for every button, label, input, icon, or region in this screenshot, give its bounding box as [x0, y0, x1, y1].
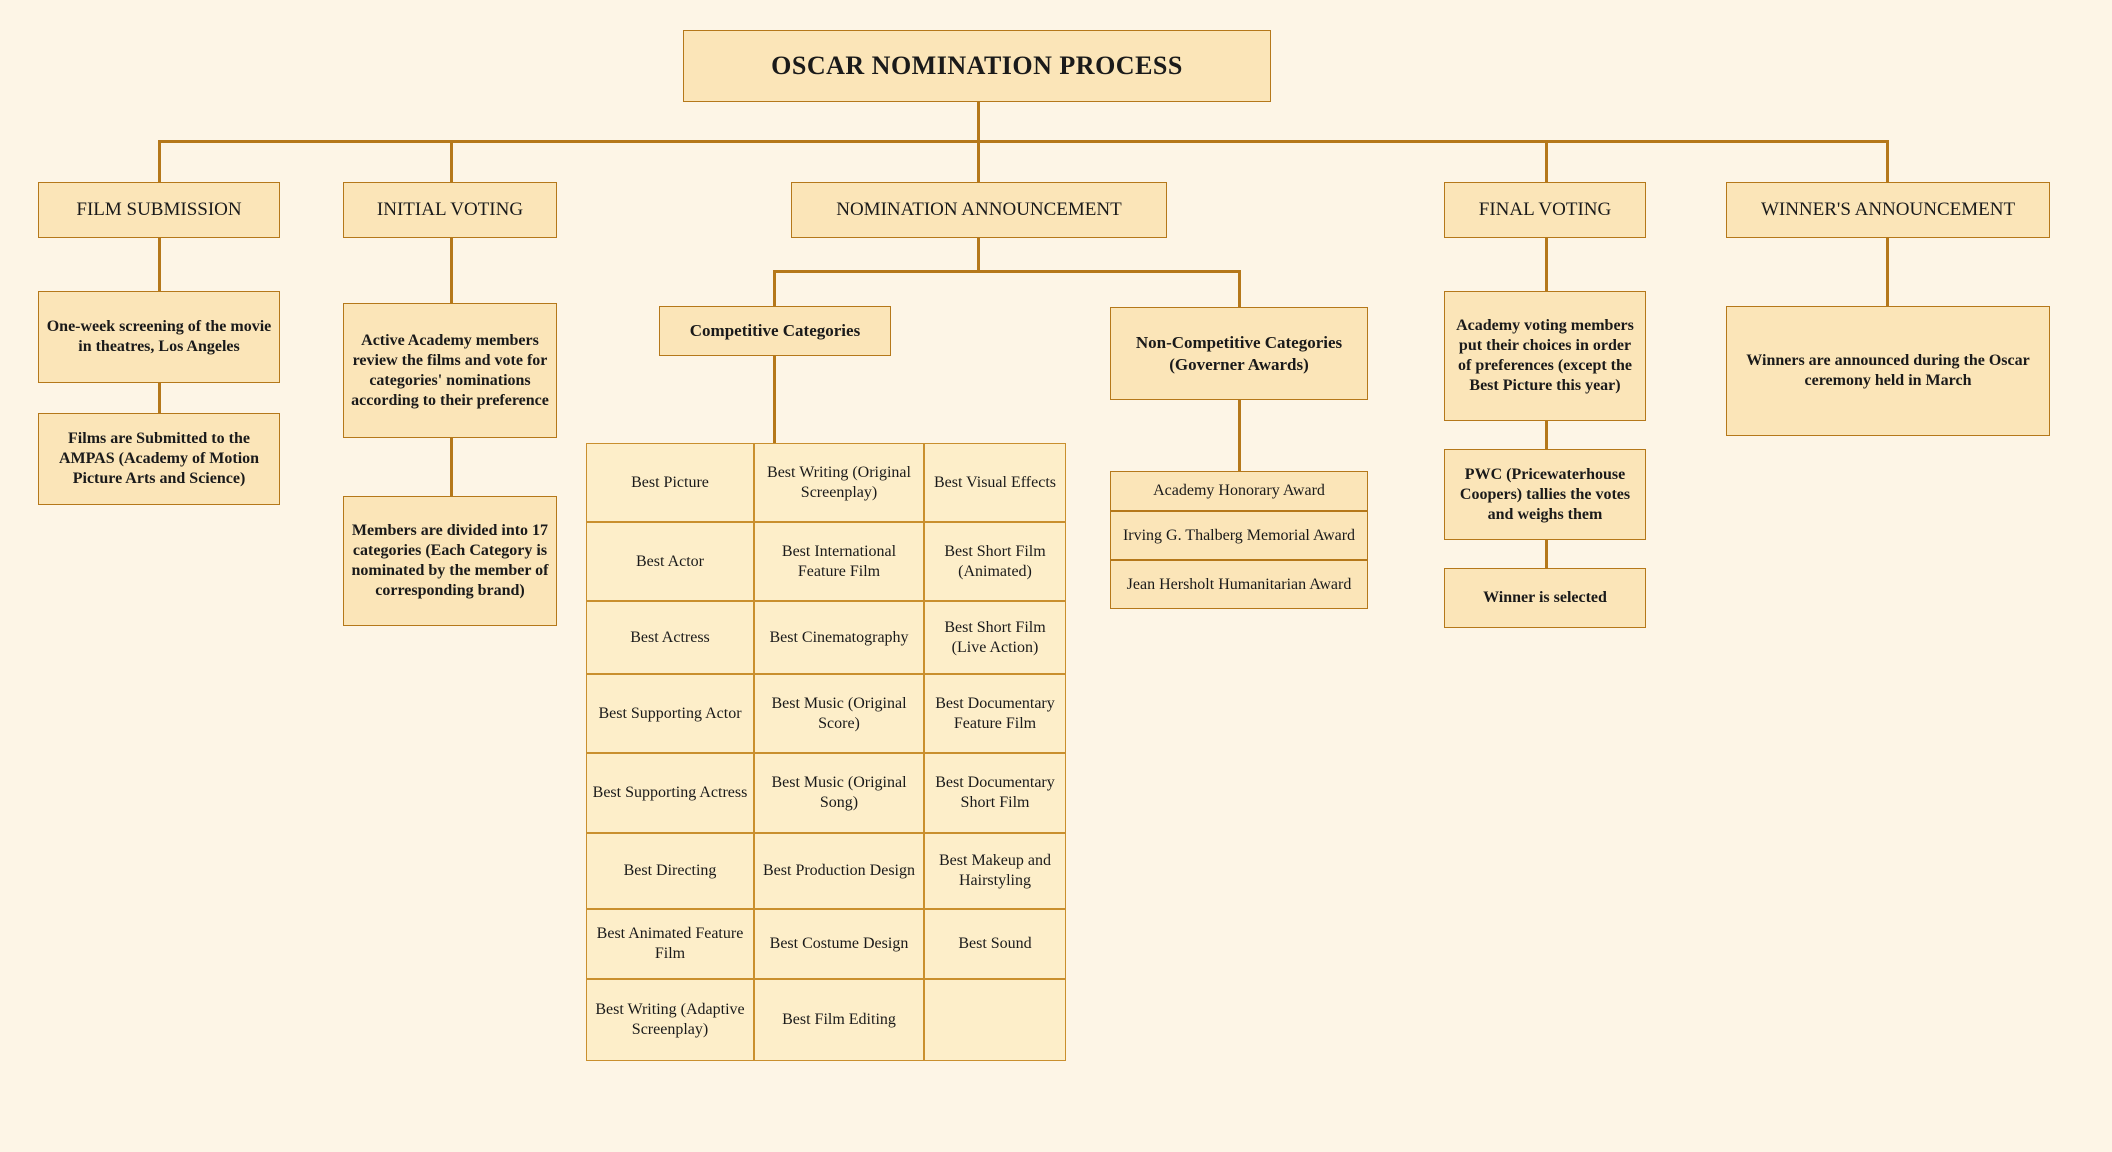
connector-iv-2 — [450, 437, 453, 497]
table-cell: Best Actress — [586, 601, 754, 674]
table-cell: Best Directing — [586, 833, 754, 909]
branch-non-competitive-categories[interactable]: Non-Competitive Categories (Governer Awards) — [1110, 307, 1368, 400]
connector-fv-2 — [1545, 421, 1548, 449]
phase-film-submission[interactable]: FILM SUBMISSION — [38, 182, 280, 238]
table-cell: Best Supporting Actress — [586, 753, 754, 833]
table-cell: Best Visual Effects — [924, 443, 1066, 522]
table-cell: Best Makeup and Hairstyling — [924, 833, 1066, 909]
final-voting-step-3: Winner is selected — [1444, 568, 1646, 628]
table-cell: Best Actor — [586, 522, 754, 601]
final-voting-step-1: Academy voting members put their choices in order of preferences (except the Best Picture this year) — [1444, 291, 1646, 421]
table-cell: Best Short Film (Animated) — [924, 522, 1066, 601]
film-submission-step-2: Films are Submitted to the AMPAS (Academy of Motion Picture Arts and Science) — [38, 413, 280, 505]
table-cell: Best Sound — [924, 909, 1066, 979]
connector-title-down — [977, 101, 980, 141]
non-competitive-item-1: Academy Honorary Award — [1110, 471, 1368, 511]
connector-wa-1 — [1886, 237, 1889, 307]
table-cell: Best Writing (Adaptive Screenplay) — [586, 979, 754, 1061]
table-cell: Best Documentary Feature Film — [924, 674, 1066, 753]
connector-fv-1 — [1545, 237, 1548, 292]
branch-competitive-categories[interactable]: Competitive Categories — [659, 306, 891, 356]
non-competitive-item-3: Jean Hersholt Humanitarian Award — [1110, 560, 1368, 609]
connector-to-initial-voting — [450, 140, 453, 182]
connector-na-left — [773, 270, 776, 307]
diagram-title: OSCAR NOMINATION PROCESS — [683, 30, 1271, 102]
connector-na-down — [977, 237, 980, 272]
connector-iv-1 — [450, 237, 453, 304]
connector-phase-bus — [158, 140, 1888, 143]
initial-voting-step-1: Active Academy members review the films and vote for categories' nominations according to their preference — [343, 303, 557, 438]
table-cell: Best Animated Feature Film — [586, 909, 754, 979]
table-cell — [924, 979, 1066, 1061]
connector-to-winners — [1886, 140, 1889, 182]
table-cell: Best Costume Design — [754, 909, 924, 979]
non-competitive-item-2: Irving G. Thalberg Memorial Award — [1110, 511, 1368, 560]
connector-noncompetitive-to-list — [1238, 400, 1241, 472]
table-cell: Best Writing (Original Screenplay) — [754, 443, 924, 522]
final-voting-step-2: PWC (Pricewaterhouse Coopers) tallies the votes and weighs them — [1444, 449, 1646, 540]
table-cell: Best Production Design — [754, 833, 924, 909]
table-cell: Best Short Film (Live Action) — [924, 601, 1066, 674]
connector-fs-2 — [158, 382, 161, 414]
winners-announcement-step-1: Winners are announced during the Oscar ceremony held in March — [1726, 306, 2050, 436]
phase-nomination-announcement[interactable]: NOMINATION ANNOUNCEMENT — [791, 182, 1167, 238]
table-cell: Best Music (Original Score) — [754, 674, 924, 753]
table-cell: Best Documentary Short Film — [924, 753, 1066, 833]
table-cell: Best Cinematography — [754, 601, 924, 674]
table-cell: Best Picture — [586, 443, 754, 522]
connector-na-bus — [773, 270, 1240, 273]
table-cell: Best Film Editing — [754, 979, 924, 1061]
connector-competitive-to-table — [773, 355, 776, 443]
connector-fv-3 — [1545, 540, 1548, 568]
phase-initial-voting[interactable]: INITIAL VOTING — [343, 182, 557, 238]
connector-to-nomination — [977, 140, 980, 182]
competitive-categories-table — [586, 443, 1066, 1061]
connector-to-film-submission — [158, 140, 161, 182]
connector-fs-1 — [158, 237, 161, 292]
table-cell: Best Supporting Actor — [586, 674, 754, 753]
phase-winners-announcement[interactable]: WINNER'S ANNOUNCEMENT — [1726, 182, 2050, 238]
table-cell: Best Music (Original Song) — [754, 753, 924, 833]
initial-voting-step-2: Members are divided into 17 categories (Each Category is nominated by the member of corresponding brand) — [343, 496, 557, 626]
phase-final-voting[interactable]: FINAL VOTING — [1444, 182, 1646, 238]
connector-to-final-voting — [1545, 140, 1548, 182]
film-submission-step-1: One-week screening of the movie in theatres, Los Angeles — [38, 291, 280, 383]
connector-na-right — [1238, 270, 1241, 307]
table-cell: Best International Feature Film — [754, 522, 924, 601]
